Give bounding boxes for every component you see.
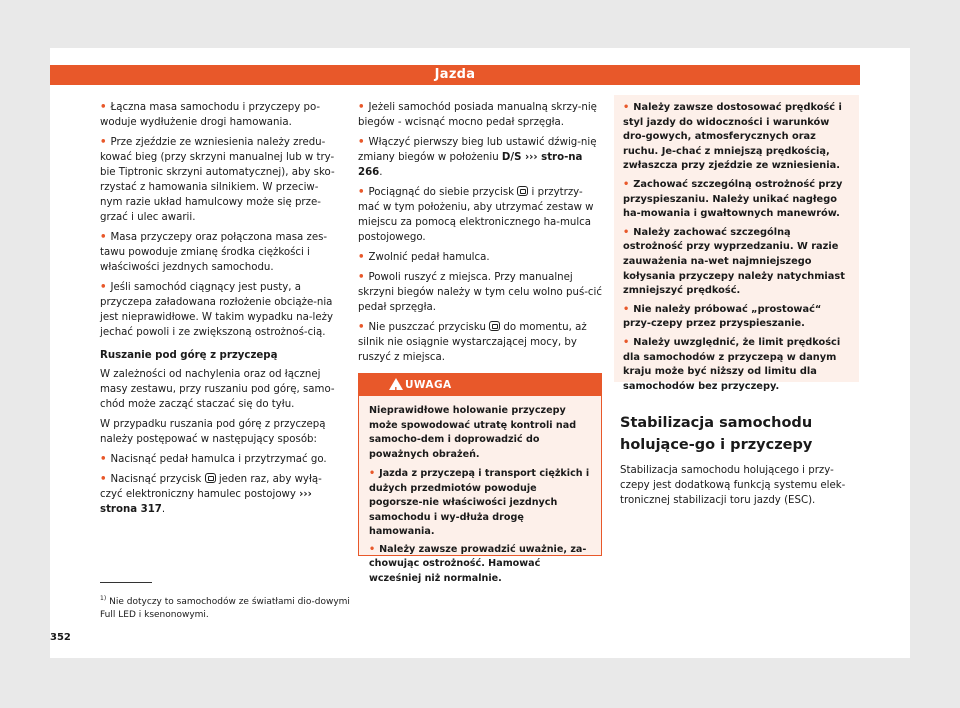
page-reference-link[interactable]: ››› strona 317 <box>100 489 312 515</box>
list-item: • Masa przyczepy oraz połączona masa zes-tawu powoduje zmianę środka ciężkości i właściwości jezdnych samochodu. <box>100 232 328 273</box>
bullet-icon: • <box>369 543 376 555</box>
warning-header: ! UWAGA <box>359 374 601 396</box>
parking-brake-icon <box>489 321 500 331</box>
list-item: • Jeśli samochód ciągnący jest pusty, a przyczepa załadowana rozłożenie obciąże-nia jest nieprawidłowe. W takim wypadku na-leży jechać powoli i ze zwiększoną ostrożnoś-cią. <box>100 282 334 338</box>
warning-continuation-box <box>614 95 859 392</box>
list-item: • Należy uwzględnić, że limit prędkości dla samochodów z przyczepą w danym kraju może być niższy od limitu dla samochodów bez przyczepy. <box>623 336 841 392</box>
bullet-icon: • <box>358 187 365 198</box>
parking-brake-icon <box>205 473 216 483</box>
list-item: • Jazda z przyczepą i transport ciężkich i dużych przedmiotów powoduje pogorsze-nie właściwości jezdnych samochodu i wy-dłuża drogę hamowania. <box>369 468 590 537</box>
warning-intro: Nieprawidłowe holowanie przyczepy może spowodować utratę kontroli nad samocho-dem i doprowadzić do poważnych obrażeń. <box>369 405 577 460</box>
list-item: • Należy zawsze dostosować prędkość i styl jazdy do widoczności i warunków dro-gowych, atmosferycznych oraz ruchu. Je-chać z mniejszą prędkością, zwłaszcza przy zjeździe ze wzniesienia. <box>623 102 842 172</box>
bullet-icon: • <box>623 102 630 113</box>
section-text: Stabilizacja samochodu holującego i przy-czepy jest dodatkową funkcją systemu elek-tronicznej stabilizacji toru jazdy (ESC). <box>620 465 846 506</box>
bullet-icon: • <box>358 272 365 283</box>
warning-box <box>358 373 602 584</box>
column-1 <box>100 100 340 522</box>
bullet-icon: • <box>100 102 107 113</box>
footnote-divider <box>100 582 152 583</box>
list-item: • Należy zachować szczególną ostrożność przy wyprzedzaniu. W razie zauważenia na-wet najmniejszego kołysania przyczepy należy natychmiast zmniejszyć prędkość. <box>623 226 845 297</box>
list-item: • Włączyć pierwszy bieg lub ustawić dźwig-nię zmiany biegów w położeniu D/S ››› stro-na 266. <box>358 137 597 178</box>
bullet-icon: • <box>369 468 376 479</box>
subheading: Ruszanie pod górę z przyczepą <box>100 350 278 361</box>
bullet-icon: • <box>358 137 365 148</box>
bullet-icon: • <box>358 322 365 333</box>
list-item: • Zwolnić pedał hamulca. <box>358 252 490 263</box>
list-item: • Jeżeli samochód posiada manualną skrzy-nię biegów - wcisnąć mocno pedał sprzęgła. <box>358 102 597 128</box>
bullet-icon: • <box>623 226 630 238</box>
bullet-icon: • <box>623 303 630 315</box>
page-number: 352 <box>50 632 71 643</box>
bullet-icon: • <box>358 102 365 113</box>
list-item: • Należy zawsze prowadzić uważnie, za-chowując ostrożność. Hamować wcześniej niż normalnie. <box>369 543 587 584</box>
bullet-icon: • <box>623 178 630 190</box>
list-item: • Nacisnąć przycisk jeden raz, aby wyłą-czyć elektroniczny hamulec postojowy ››› strona 317. <box>100 474 322 515</box>
bullet-icon: • <box>623 336 630 348</box>
paragraph: W przypadku ruszania pod górę z przyczepą należy postępować w następujący sposób: <box>100 419 326 445</box>
footnote: $^{1)}$ Nie dotyczy to samochodów ze światłami dio-dowymi Full LED i ksenonowymi. <box>100 595 350 620</box>
list-item: • Powoli ruszyć z miejsca. Przy manualnej skrzyni biegów należy w tym celu wolno puś-cić pedał sprzęgła. <box>358 272 602 313</box>
page-reference-link[interactable]: D/S ››› stro-na 266 <box>358 152 583 178</box>
bullet-icon: • <box>100 282 107 293</box>
section-header: Jazda <box>50 65 860 85</box>
list-item: • Pociągnąć do siebie przycisk i przytrzy-mać w tym położeniu, aby utrzymać zestaw w miejscu za pomocą elektronicznego ha-mulca postojowego. <box>358 187 594 243</box>
list-item: • Nie puszczać przycisku do momentu, aż silnik nie osiągnie wystarczającej mocy, by ruszyć z miejsca. <box>358 322 587 363</box>
bullet-icon: • <box>100 454 107 465</box>
warning-triangle-icon <box>389 378 403 390</box>
parking-brake-icon <box>517 186 528 196</box>
bullet-icon: • <box>100 232 107 243</box>
column-2 <box>358 100 602 370</box>
list-item: • Zachować szczególną ostrożność przy przyspieszaniu. Należy unikać nagłego ha-mowania i gwałtownych manewrów. <box>623 178 843 220</box>
warning-body <box>359 396 601 586</box>
section-title: Stabilizacja samochodu holujące-go i przyczepy <box>620 415 813 453</box>
bullet-icon: • <box>100 474 107 485</box>
paragraph: W zależności od nachylenia oraz od łącznej masy zestawu, przy ruszaniu pod górę, samo-chód może zacząć staczać się do tyłu. <box>100 369 335 410</box>
list-item: • Nie należy próbować „prostować“ przy-czepy przez przyspieszanie. <box>623 303 822 330</box>
bullet-icon: • <box>100 137 107 148</box>
list-item: • Prze zjeździe ze wzniesienia należy zredu-kować bieg (przy skrzyni manualnej lub w try-bie Tiptronic skrzyni automatycznej), aby sko-rzystać z hamowania silnikiem. W przeciw-nym razie układ hamulcowy może się prze-grzać i ulec awarii. <box>100 137 335 223</box>
bullet-icon: • <box>358 252 365 263</box>
list-item: • Nacisnąć pedał hamulca i przytrzymać go. <box>100 454 327 465</box>
list-item: • Łączna masa samochodu i przyczepy po-woduje wydłużenie drogi hamowania. <box>100 102 321 128</box>
